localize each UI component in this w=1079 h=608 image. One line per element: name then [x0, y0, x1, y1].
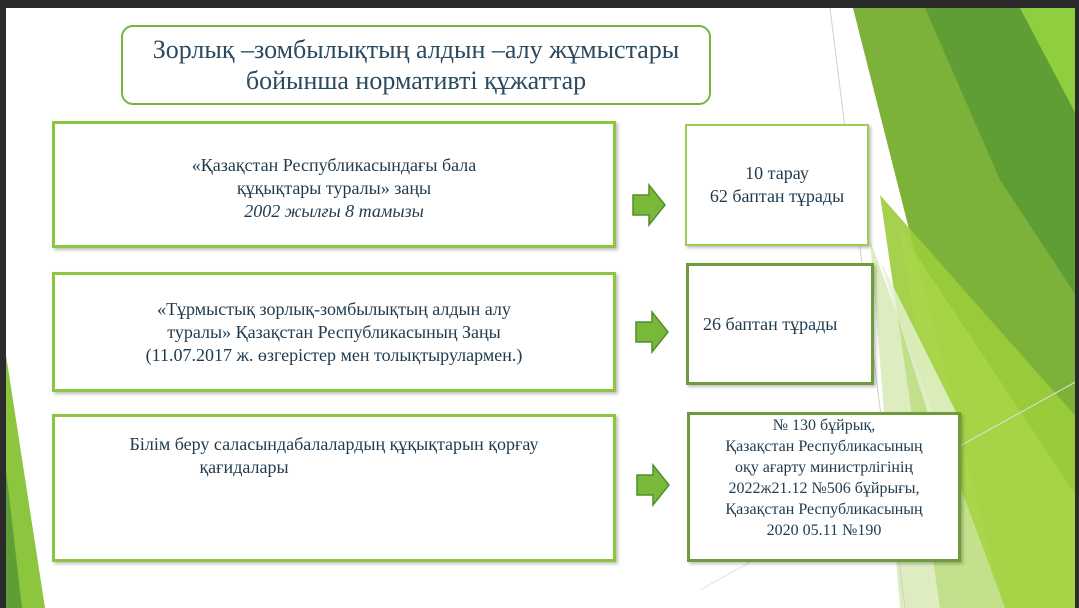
document-text-line: Білім беру саласындабалалардың құқықтарын қорғау — [129, 434, 539, 454]
summary-text-line: Қазақстан Республикасының — [725, 501, 923, 518]
document-box-child-rights-law — [52, 121, 616, 248]
summary-box-orders — [687, 412, 961, 562]
document-text-line: туралы» Қазақстан Республикасының Заңы — [167, 321, 501, 342]
window-frame-top — [0, 0, 1079, 8]
document-box-education-rules — [52, 414, 616, 562]
right-arrow-icon — [634, 310, 670, 354]
document-text-line: «Қазақстан Республикасындағы бала — [191, 155, 477, 175]
document-box-domestic-violence-law — [52, 272, 616, 392]
document-text-line: (11.07.2017 ж. өзгерістер мен толықтырулармен.) — [145, 344, 523, 365]
document-text-line: «Тұрмыстық зорлық-зомбылықтың алдын алу — [157, 298, 511, 319]
summary-text-line: 10 тарау — [745, 163, 809, 183]
title-line-2: бойынша нормативті құжаттар — [245, 66, 587, 95]
document-text-line: қағидалары — [199, 457, 289, 477]
document-text-line: құқықтары туралы» заңы — [236, 178, 432, 198]
window-frame-right — [1075, 0, 1079, 608]
document-date: 2002 жылғы 8 тамызы — [244, 201, 424, 221]
title-line-1: Зорлық –зомбылықтың алдын –алу жұмыстары — [152, 35, 680, 64]
summary-text-line: 2022ж21.12 №506 бұйрығы, — [728, 480, 920, 497]
summary-text-line: 26 баптан тұрады — [703, 313, 838, 334]
window-frame-left — [0, 0, 6, 608]
summary-text-line: 2020 05.11 №190 — [766, 522, 882, 539]
summary-text-line: № 130 бұйрық, — [772, 417, 876, 434]
summary-text-line: Қазақстан Республикасының — [725, 438, 923, 455]
summary-text-line: оқу ағарту министрлігінің — [734, 459, 913, 476]
slide-title — [121, 25, 711, 105]
summary-text-line: 62 баптан тұрады — [709, 186, 845, 206]
right-arrow-icon — [635, 463, 671, 507]
summary-box-articles — [686, 263, 874, 385]
right-arrow-icon — [631, 183, 667, 227]
summary-box-chapters — [685, 124, 869, 246]
